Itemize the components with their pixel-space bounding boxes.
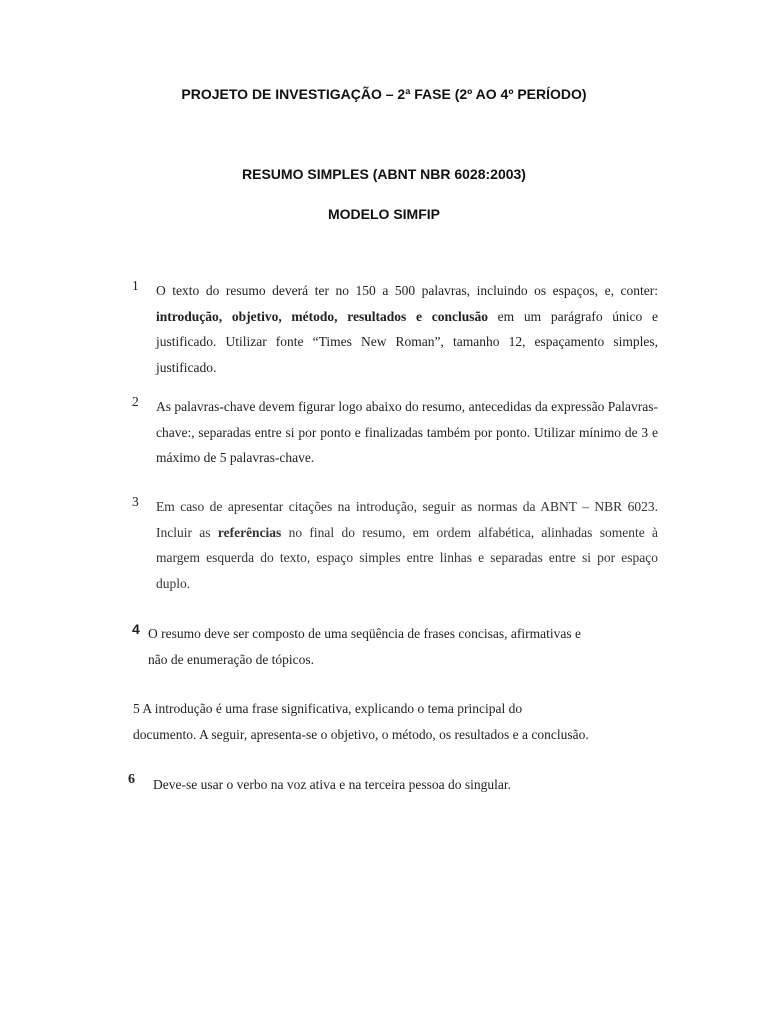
item-text: [148, 621, 648, 672]
item-text: Deve-se usar o verbo na voz ativa e na terceira pessoa do singular.: [153, 777, 511, 792]
item-text: [156, 494, 658, 596]
item-text: [156, 278, 658, 380]
model-name: MODELO SIMFIP: [328, 206, 440, 222]
item-number: 4: [132, 621, 140, 637]
item-text-part: O texto do resumo deverá ter no 150 a 500 palavras, incluindo os espaços, e, conter:: [156, 283, 658, 298]
item-bold-text: introdução, objetivo, método, resultados e conclusão: [156, 308, 488, 324]
item-line: 5 A introdução é uma frase significativa, explicando o tema principal do: [133, 701, 523, 716]
item-text-part: em um parágrafo único e justificado. Utilizar fonte “Times New Roman”, tamanho 12, espaçamento simples, justificado.: [156, 308, 658, 375]
item-number: 2: [132, 394, 139, 409]
item-text-part: Em caso de apresentar citações na introdução, seguir as normas da ABNT – NBR 6023. Incluir as: [156, 499, 658, 540]
document-subtitle: RESUMO SIMPLES (ABNT NBR 6028:2003): [242, 166, 526, 182]
item-line: O resumo deve ser composto de uma seqüência de frases concisas, afirmativas e: [148, 626, 581, 641]
item-number: 1: [132, 278, 139, 293]
item-text: [133, 696, 713, 747]
item-text-part: no final do resumo, em ordem alfabética, alinhadas somente à margem esquerda do texto, espaço simples entre linhas e separadas entre si por espaço duplo.: [156, 524, 658, 591]
item-text: As palavras-chave devem figurar logo abaixo do resumo, antecedidas da expressão Palavras-chave:, separadas entre si por ponto e finalizadas também por ponto. Utilizar mínimo de 3 e máximo de 5 palavras-chave.: [156, 399, 658, 465]
item-number: 3: [132, 494, 139, 509]
item-line: documento. A seguir, apresenta-se o objetivo, o método, os resultados e a conclusão.: [133, 726, 589, 742]
item-number: 6: [128, 772, 135, 787]
item-bold-text: referências: [217, 524, 282, 540]
item-line: não de enumeração de tópicos.: [148, 651, 315, 667]
document-title: PROJETO DE INVESTIGAÇÃO – 2ª FASE (2º AO 4º PERÍODO): [181, 86, 587, 102]
